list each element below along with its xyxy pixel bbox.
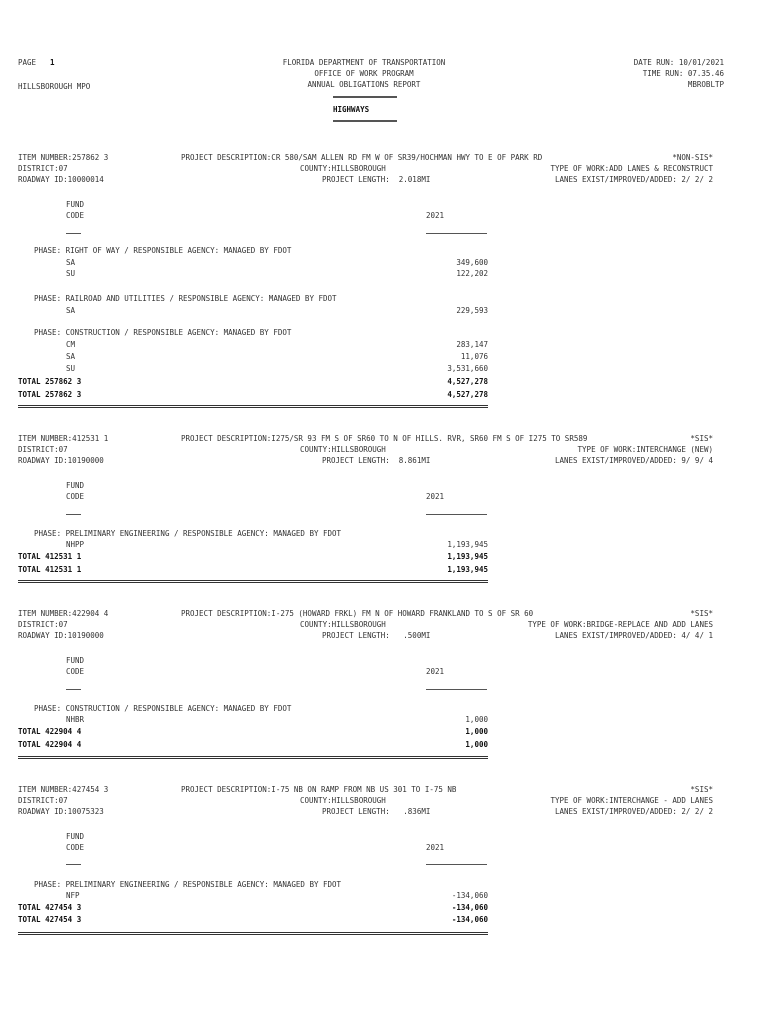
item-number: ITEM NUMBER:412531 1 <box>18 434 109 443</box>
total-label: TOTAL 257862 3 <box>18 390 82 399</box>
lanes-info: LANES EXIST/IMPROVED/ADDED: 2/ 2/ 2 <box>554 175 713 184</box>
sis-status: *SIS* <box>690 434 713 443</box>
total-amount: 4,527,278 <box>447 377 488 386</box>
fund-amount: 11,076 <box>460 352 488 361</box>
report-title-line-2: OFFICE OF WORK PROGRAM <box>314 69 414 78</box>
mpo-name: HILLSBOROUGH MPO <box>18 82 91 91</box>
type-of-work: TYPE OF WORK:ADD LANES & RECONSTRUCT <box>550 164 713 173</box>
fund-amount: 122,202 <box>456 269 488 278</box>
item-number: ITEM NUMBER:422904 4 <box>18 609 109 618</box>
project-length: PROJECT LENGTH: .836MI <box>322 807 431 816</box>
total-amount: 1,193,945 <box>447 552 488 561</box>
year-underline <box>426 864 487 865</box>
fund-amount: -134,060 <box>451 891 488 900</box>
fund-code: CM <box>66 340 76 349</box>
code-label: CODE <box>66 492 85 501</box>
roadway-id: ROADWAY ID:10190000 <box>18 456 104 465</box>
page-label: PAGE <box>18 58 37 67</box>
district: DISTRICT:07 <box>18 620 68 629</box>
phase-title: PHASE: CONSTRUCTION / RESPONSIBLE AGENCY: MANAGED BY FDOT <box>34 704 292 713</box>
year-underline <box>426 689 487 690</box>
total-amount: 4,527,278 <box>447 390 488 399</box>
report-title-line-3: ANNUAL OBLIGATIONS REPORT <box>307 80 421 89</box>
fund-amount: 229,593 <box>456 306 488 315</box>
fund-code: SA <box>66 352 76 361</box>
fund-code: SU <box>66 364 76 373</box>
fund-amount: 283,147 <box>456 340 488 349</box>
fund-code: SA <box>66 258 76 267</box>
code-label: CODE <box>66 211 85 220</box>
phase-title: PHASE: RAILROAD AND UTILITIES / RESPONSIBLE AGENCY: MANAGED BY FDOT <box>34 294 337 303</box>
county: COUNTY:HILLSBOROUGH <box>300 796 386 805</box>
county: COUNTY:HILLSBOROUGH <box>300 445 386 454</box>
item-divider <box>18 405 488 408</box>
project-length: PROJECT LENGTH: 8.861MI <box>322 456 431 465</box>
roadway-id: ROADWAY ID:10190000 <box>18 631 104 640</box>
item-divider <box>18 580 488 583</box>
item-divider <box>18 756 488 759</box>
project-description: PROJECT DESCRIPTION:CR 580/SAM ALLEN RD FM W OF SR39/HOCHMAN HWY TO E OF PARK RD <box>181 153 543 162</box>
item-number: ITEM NUMBER:427454 3 <box>18 785 109 794</box>
project-description: PROJECT DESCRIPTION:I-75 NB ON RAMP FROM NB US 301 TO I-75 NB <box>181 785 457 794</box>
fund-amount: 1,000 <box>465 715 488 724</box>
total-label: TOTAL 412531 1 <box>18 552 82 561</box>
type-of-work: TYPE OF WORK:INTERCHANGE - ADD LANES <box>550 796 713 805</box>
district: DISTRICT:07 <box>18 796 68 805</box>
total-label: TOTAL 422904 4 <box>18 740 82 749</box>
time-run: TIME RUN: 07.35.46 <box>642 69 724 78</box>
roadway-id: ROADWAY ID:10000014 <box>18 175 104 184</box>
project-description: PROJECT DESCRIPTION:I-275 (HOWARD FRKL) FM N OF HOWARD FRANKLAND TO S OF SR 60 <box>181 609 534 618</box>
phase-title: PHASE: RIGHT OF WAY / RESPONSIBLE AGENCY: MANAGED BY FDOT <box>34 246 292 255</box>
title-underline <box>333 96 397 99</box>
lanes-info: LANES EXIST/IMPROVED/ADDED: 2/ 2/ 2 <box>554 807 713 816</box>
code-label: CODE <box>66 843 85 852</box>
lanes-info: LANES EXIST/IMPROVED/ADDED: 9/ 9/ 4 <box>554 456 713 465</box>
fund-code: SA <box>66 306 76 315</box>
lanes-info: LANES EXIST/IMPROVED/ADDED: 4/ 4/ 1 <box>554 631 713 640</box>
county: COUNTY:HILLSBOROUGH <box>300 620 386 629</box>
code-underline <box>66 233 81 234</box>
total-amount: 1,000 <box>465 727 488 736</box>
date-run: DATE RUN: 10/01/2021 <box>633 58 724 67</box>
total-amount: 1,000 <box>465 740 488 749</box>
fund-code: NFP <box>66 891 80 900</box>
total-label: TOTAL 422904 4 <box>18 727 82 736</box>
sis-status: *NON-SIS* <box>672 153 713 162</box>
page-number: 1 <box>50 58 55 67</box>
fund-amount: 1,193,945 <box>447 540 488 549</box>
year-header: 2021 <box>426 492 445 501</box>
item-divider <box>18 932 488 935</box>
total-label: TOTAL 427454 3 <box>18 915 82 924</box>
project-length: PROJECT LENGTH: 2.018MI <box>322 175 431 184</box>
year-header: 2021 <box>426 843 445 852</box>
fund-label: FUND <box>66 481 85 490</box>
phase-title: PHASE: PRELIMINARY ENGINEERING / RESPONSIBLE AGENCY: MANAGED BY FDOT <box>34 880 342 889</box>
project-description: PROJECT DESCRIPTION:I275/SR 93 FM S OF SR60 TO N OF HILLS. RVR, SR60 FM S OF I275 TO SR589 <box>181 434 588 443</box>
code-label: CODE <box>66 667 85 676</box>
report-id: MBROBLTP <box>687 80 724 89</box>
project-length: PROJECT LENGTH: .500MI <box>322 631 431 640</box>
fund-label: FUND <box>66 200 85 209</box>
fund-code: SU <box>66 269 76 278</box>
year-header: 2021 <box>426 211 445 220</box>
total-label: TOTAL 257862 3 <box>18 377 82 386</box>
phase-title: PHASE: PRELIMINARY ENGINEERING / RESPONSIBLE AGENCY: MANAGED BY FDOT <box>34 529 342 538</box>
code-underline <box>66 864 81 865</box>
fund-label: FUND <box>66 656 85 665</box>
fund-code: NHPP <box>66 540 85 549</box>
roadway-id: ROADWAY ID:10075323 <box>18 807 104 816</box>
year-header: 2021 <box>426 667 445 676</box>
year-underline <box>426 514 487 515</box>
total-label: TOTAL 427454 3 <box>18 903 82 912</box>
type-of-work: TYPE OF WORK:BRIDGE-REPLACE AND ADD LANES <box>527 620 713 629</box>
section-underline <box>333 120 397 123</box>
sis-status: *SIS* <box>690 609 713 618</box>
total-label: TOTAL 412531 1 <box>18 565 82 574</box>
item-number: ITEM NUMBER:257862 3 <box>18 153 109 162</box>
code-underline <box>66 689 81 690</box>
fund-amount: 3,531,660 <box>447 364 488 373</box>
year-underline <box>426 233 487 234</box>
report-title-line-1: FLORIDA DEPARTMENT OF TRANSPORTATION <box>282 58 446 67</box>
total-amount: -134,060 <box>451 903 488 912</box>
code-underline <box>66 514 81 515</box>
fund-code: NHBR <box>66 715 85 724</box>
county: COUNTY:HILLSBOROUGH <box>300 164 386 173</box>
section-title: HIGHWAYS <box>333 105 370 114</box>
type-of-work: TYPE OF WORK:INTERCHANGE (NEW) <box>577 445 713 454</box>
phase-title: PHASE: CONSTRUCTION / RESPONSIBLE AGENCY: MANAGED BY FDOT <box>34 328 292 337</box>
total-amount: 1,193,945 <box>447 565 488 574</box>
district: DISTRICT:07 <box>18 164 68 173</box>
sis-status: *SIS* <box>690 785 713 794</box>
total-amount: -134,060 <box>451 915 488 924</box>
fund-label: FUND <box>66 832 85 841</box>
district: DISTRICT:07 <box>18 445 68 454</box>
fund-amount: 349,600 <box>456 258 488 267</box>
